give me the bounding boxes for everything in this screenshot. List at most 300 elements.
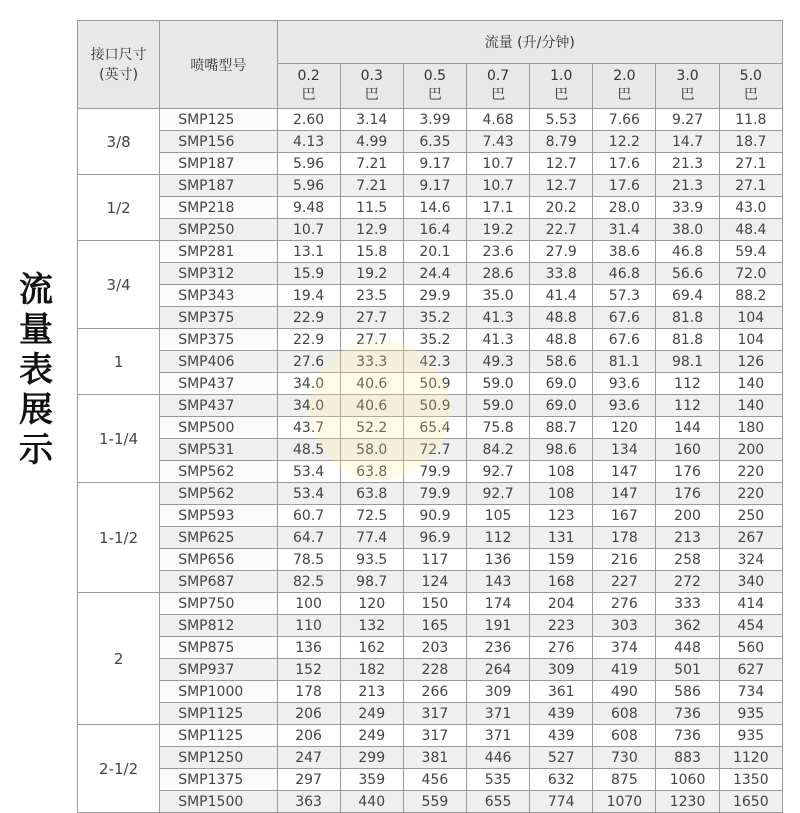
flow-value-cell: 333 xyxy=(656,593,719,615)
flow-table xyxy=(77,20,783,813)
flow-value-cell: 267 xyxy=(719,527,782,549)
model-cell: SMP812 xyxy=(160,615,277,637)
flow-value-cell: 79.9 xyxy=(403,483,466,505)
flow-value-cell: 104 xyxy=(719,329,782,351)
flow-value-cell: 264 xyxy=(467,659,530,681)
flow-value-cell: 65.4 xyxy=(403,417,466,439)
flow-value-cell: 112 xyxy=(467,527,530,549)
flow-value-cell: 22.9 xyxy=(277,329,340,351)
pressure-header: 0.2 巴 xyxy=(277,64,340,109)
flow-value-cell: 266 xyxy=(403,681,466,703)
flow-value-cell: 81.8 xyxy=(656,329,719,351)
model-cell: SMP218 xyxy=(160,197,277,219)
flow-value-cell: 178 xyxy=(277,681,340,703)
flow-value-cell: 105 xyxy=(467,505,530,527)
flow-value-cell: 23.5 xyxy=(340,285,403,307)
flow-value-cell: 84.2 xyxy=(467,439,530,461)
flow-value-cell: 734 xyxy=(719,681,782,703)
flow-value-cell: 46.8 xyxy=(656,241,719,263)
flow-value-cell: 43.7 xyxy=(277,417,340,439)
flow-value-cell: 96.9 xyxy=(403,527,466,549)
table-row xyxy=(78,659,783,681)
table-row xyxy=(78,417,783,439)
flow-value-cell: 52.2 xyxy=(340,417,403,439)
flow-value-cell: 560 xyxy=(719,637,782,659)
flow-value-cell: 627 xyxy=(719,659,782,681)
model-cell: SMP187 xyxy=(160,153,277,175)
flow-value-cell: 69.4 xyxy=(656,285,719,307)
flow-value-cell: 220 xyxy=(719,461,782,483)
flow-value-cell: 93.6 xyxy=(593,395,656,417)
table-row xyxy=(78,505,783,527)
flow-value-cell: 35.0 xyxy=(467,285,530,307)
flow-value-cell: 361 xyxy=(530,681,593,703)
flow-value-cell: 182 xyxy=(340,659,403,681)
flow-value-cell: 41.4 xyxy=(530,285,593,307)
flow-value-cell: 249 xyxy=(340,725,403,747)
flow-value-cell: 67.6 xyxy=(593,307,656,329)
model-cell: SMP375 xyxy=(160,307,277,329)
flow-value-cell: 143 xyxy=(467,571,530,593)
flow-value-cell: 490 xyxy=(593,681,656,703)
model-cell: SMP656 xyxy=(160,549,277,571)
flow-value-cell: 174 xyxy=(467,593,530,615)
model-cell: SMP593 xyxy=(160,505,277,527)
flow-value-cell: 206 xyxy=(277,703,340,725)
model-cell: SMP937 xyxy=(160,659,277,681)
model-cell: SMP406 xyxy=(160,351,277,373)
flow-value-cell: 14.7 xyxy=(656,131,719,153)
flow-value-cell: 200 xyxy=(656,505,719,527)
flow-value-cell: 56.6 xyxy=(656,263,719,285)
flow-value-cell: 78.5 xyxy=(277,549,340,571)
pressure-header: 0.7 巴 xyxy=(467,64,530,109)
flow-value-cell: 160 xyxy=(656,439,719,461)
flow-value-cell: 249 xyxy=(340,703,403,725)
flow-value-cell: 935 xyxy=(719,725,782,747)
flow-value-cell: 72.7 xyxy=(403,439,466,461)
size-cell: 1-1/2 xyxy=(78,483,160,593)
flow-value-cell: 2.60 xyxy=(277,109,340,131)
flow-value-cell: 35.2 xyxy=(403,329,466,351)
table-row xyxy=(78,703,783,725)
flow-value-cell: 27.1 xyxy=(719,153,782,175)
flow-value-cell: 559 xyxy=(403,791,466,813)
flow-value-cell: 63.8 xyxy=(340,483,403,505)
table-body xyxy=(78,109,783,813)
flow-value-cell: 46.8 xyxy=(593,263,656,285)
flow-value-cell: 90.9 xyxy=(403,505,466,527)
flow-value-cell: 165 xyxy=(403,615,466,637)
model-cell: SMP437 xyxy=(160,373,277,395)
flow-value-cell: 98.6 xyxy=(530,439,593,461)
flow-value-cell: 124 xyxy=(403,571,466,593)
flow-value-cell: 38.0 xyxy=(656,219,719,241)
flow-value-cell: 58.0 xyxy=(340,439,403,461)
table-row xyxy=(78,329,783,351)
flow-value-cell: 5.53 xyxy=(530,109,593,131)
model-cell: SMP125 xyxy=(160,109,277,131)
flow-value-cell: 381 xyxy=(403,747,466,769)
table-row xyxy=(78,549,783,571)
table-row xyxy=(78,285,783,307)
flow-value-cell: 9.17 xyxy=(403,175,466,197)
flow-value-cell: 132 xyxy=(340,615,403,637)
flow-value-cell: 147 xyxy=(593,461,656,483)
flow-value-cell: 59.0 xyxy=(467,395,530,417)
flow-value-cell: 19.2 xyxy=(467,219,530,241)
flow-value-cell: 10.7 xyxy=(467,153,530,175)
flow-value-cell: 53.4 xyxy=(277,461,340,483)
flow-value-cell: 152 xyxy=(277,659,340,681)
flow-value-cell: 935 xyxy=(719,703,782,725)
flow-value-cell: 24.4 xyxy=(403,263,466,285)
flow-value-cell: 8.79 xyxy=(530,131,593,153)
flow-value-cell: 49.3 xyxy=(467,351,530,373)
flow-value-cell: 632 xyxy=(530,769,593,791)
flow-value-cell: 28.0 xyxy=(593,197,656,219)
flow-value-cell: 203 xyxy=(403,637,466,659)
flow-value-cell: 123 xyxy=(530,505,593,527)
flow-value-cell: 180 xyxy=(719,417,782,439)
flow-value-cell: 120 xyxy=(593,417,656,439)
model-cell: SMP1125 xyxy=(160,703,277,725)
size-cell: 3/4 xyxy=(78,241,160,329)
flow-value-cell: 247 xyxy=(277,747,340,769)
flow-value-cell: 191 xyxy=(467,615,530,637)
flow-value-cell: 340 xyxy=(719,571,782,593)
size-cell: 1/2 xyxy=(78,175,160,241)
flow-value-cell: 359 xyxy=(340,769,403,791)
model-header: 喷嘴型号 xyxy=(160,21,277,109)
flow-value-cell: 176 xyxy=(656,483,719,505)
side-title: 流量表展示 xyxy=(19,270,53,470)
flow-value-cell: 41.3 xyxy=(467,307,530,329)
table-row xyxy=(78,593,783,615)
flow-value-cell: 136 xyxy=(277,637,340,659)
pressure-header: 0.5 巴 xyxy=(403,64,466,109)
flow-value-cell: 586 xyxy=(656,681,719,703)
flow-value-cell: 454 xyxy=(719,615,782,637)
table-row xyxy=(78,131,783,153)
model-cell: SMP312 xyxy=(160,263,277,285)
flow-value-cell: 176 xyxy=(656,461,719,483)
flow-value-cell: 216 xyxy=(593,549,656,571)
flow-value-cell: 178 xyxy=(593,527,656,549)
flow-value-cell: 1070 xyxy=(593,791,656,813)
flow-value-cell: 220 xyxy=(719,483,782,505)
flow-value-cell: 159 xyxy=(530,549,593,571)
flow-value-cell: 131 xyxy=(530,527,593,549)
flow-value-cell: 134 xyxy=(593,439,656,461)
pressure-header: 5.0 巴 xyxy=(719,64,782,109)
table-row xyxy=(78,483,783,505)
table-row xyxy=(78,527,783,549)
table-row xyxy=(78,615,783,637)
flow-value-cell: 69.0 xyxy=(530,373,593,395)
flow-value-cell: 9.48 xyxy=(277,197,340,219)
flow-value-cell: 40.6 xyxy=(340,395,403,417)
flow-value-cell: 204 xyxy=(530,593,593,615)
flow-value-cell: 440 xyxy=(340,791,403,813)
flow-value-cell: 19.4 xyxy=(277,285,340,307)
flow-value-cell: 41.3 xyxy=(467,329,530,351)
size-cell: 2 xyxy=(78,593,160,725)
flow-value-cell: 33.3 xyxy=(340,351,403,373)
flow-value-cell: 50.9 xyxy=(403,395,466,417)
flow-value-cell: 93.6 xyxy=(593,373,656,395)
flow-value-cell: 93.5 xyxy=(340,549,403,571)
flow-value-cell: 144 xyxy=(656,417,719,439)
flow-value-cell: 14.6 xyxy=(403,197,466,219)
flow-value-cell: 228 xyxy=(403,659,466,681)
flow-value-cell: 736 xyxy=(656,725,719,747)
table-row xyxy=(78,373,783,395)
flow-value-cell: 1650 xyxy=(719,791,782,813)
flow-value-cell: 72.0 xyxy=(719,263,782,285)
flow-value-cell: 48.8 xyxy=(530,307,593,329)
flow-value-cell: 108 xyxy=(530,483,593,505)
table-row xyxy=(78,219,783,241)
flow-value-cell: 439 xyxy=(530,725,593,747)
flow-value-cell: 20.2 xyxy=(530,197,593,219)
flow-value-cell: 7.66 xyxy=(593,109,656,131)
flow-value-cell: 140 xyxy=(719,373,782,395)
flow-value-cell: 7.43 xyxy=(467,131,530,153)
flow-value-cell: 200 xyxy=(719,439,782,461)
flow-value-cell: 22.7 xyxy=(530,219,593,241)
flow-value-cell: 79.9 xyxy=(403,461,466,483)
flow-value-cell: 13.1 xyxy=(277,241,340,263)
flow-value-cell: 774 xyxy=(530,791,593,813)
flow-value-cell: 92.7 xyxy=(467,483,530,505)
flow-value-cell: 439 xyxy=(530,703,593,725)
flow-value-cell: 15.9 xyxy=(277,263,340,285)
flow-value-cell: 419 xyxy=(593,659,656,681)
flow-value-cell: 81.1 xyxy=(593,351,656,373)
flow-value-cell: 69.0 xyxy=(530,395,593,417)
flow-value-cell: 162 xyxy=(340,637,403,659)
flow-value-cell: 448 xyxy=(656,637,719,659)
flow-value-cell: 7.21 xyxy=(340,153,403,175)
flow-value-cell: 875 xyxy=(593,769,656,791)
model-cell: SMP1000 xyxy=(160,681,277,703)
flow-value-cell: 53.4 xyxy=(277,483,340,505)
flow-value-cell: 64.7 xyxy=(277,527,340,549)
flow-value-cell: 120 xyxy=(340,593,403,615)
flow-value-cell: 27.6 xyxy=(277,351,340,373)
flow-value-cell: 22.9 xyxy=(277,307,340,329)
flow-value-cell: 108 xyxy=(530,461,593,483)
flow-value-cell: 236 xyxy=(467,637,530,659)
model-cell: SMP750 xyxy=(160,593,277,615)
flow-value-cell: 34.0 xyxy=(277,395,340,417)
size-cell: 3/8 xyxy=(78,109,160,175)
flow-value-cell: 117 xyxy=(403,549,466,571)
flow-value-cell: 48.4 xyxy=(719,219,782,241)
flow-value-cell: 50.9 xyxy=(403,373,466,395)
table-row xyxy=(78,725,783,747)
flow-value-cell: 48.8 xyxy=(530,329,593,351)
flow-value-cell: 883 xyxy=(656,747,719,769)
flow-value-cell: 167 xyxy=(593,505,656,527)
flow-value-cell: 11.8 xyxy=(719,109,782,131)
flow-value-cell: 43.0 xyxy=(719,197,782,219)
flow-value-cell: 4.13 xyxy=(277,131,340,153)
model-cell: SMP156 xyxy=(160,131,277,153)
flow-value-cell: 112 xyxy=(656,373,719,395)
flow-value-cell: 27.1 xyxy=(719,175,782,197)
pressure-header: 1.0 巴 xyxy=(530,64,593,109)
flow-value-cell: 456 xyxy=(403,769,466,791)
table-row xyxy=(78,637,783,659)
flow-value-cell: 730 xyxy=(593,747,656,769)
flow-value-cell: 67.6 xyxy=(593,329,656,351)
flow-value-cell: 324 xyxy=(719,549,782,571)
flow-value-cell: 535 xyxy=(467,769,530,791)
flow-value-cell: 18.7 xyxy=(719,131,782,153)
size-cell: 1 xyxy=(78,329,160,395)
flow-value-cell: 98.1 xyxy=(656,351,719,373)
flow-value-cell: 1060 xyxy=(656,769,719,791)
size-cell: 1-1/4 xyxy=(78,395,160,483)
flow-value-cell: 736 xyxy=(656,703,719,725)
model-cell: SMP343 xyxy=(160,285,277,307)
size-header: 接口尺寸 (英寸) xyxy=(78,21,160,109)
flow-value-cell: 17.6 xyxy=(593,153,656,175)
size-cell: 2-1/2 xyxy=(78,725,160,813)
flow-value-cell: 31.4 xyxy=(593,219,656,241)
flow-value-cell: 40.6 xyxy=(340,373,403,395)
table-row xyxy=(78,351,783,373)
flow-value-cell: 362 xyxy=(656,615,719,637)
flow-value-cell: 258 xyxy=(656,549,719,571)
flow-value-cell: 110 xyxy=(277,615,340,637)
flow-value-cell: 75.8 xyxy=(467,417,530,439)
flow-value-cell: 59.0 xyxy=(467,373,530,395)
flow-value-cell: 19.2 xyxy=(340,263,403,285)
flow-value-cell: 34.0 xyxy=(277,373,340,395)
flow-value-cell: 206 xyxy=(277,725,340,747)
model-cell: SMP562 xyxy=(160,483,277,505)
model-cell: SMP437 xyxy=(160,395,277,417)
pressure-header: 3.0 巴 xyxy=(656,64,719,109)
flow-value-cell: 223 xyxy=(530,615,593,637)
flow-value-cell: 374 xyxy=(593,637,656,659)
flow-value-cell: 527 xyxy=(530,747,593,769)
flow-value-cell: 147 xyxy=(593,483,656,505)
flow-value-cell: 82.5 xyxy=(277,571,340,593)
flow-value-cell: 59.4 xyxy=(719,241,782,263)
model-cell: SMP1375 xyxy=(160,769,277,791)
flow-value-cell: 11.5 xyxy=(340,197,403,219)
model-cell: SMP281 xyxy=(160,241,277,263)
flow-value-cell: 4.68 xyxy=(467,109,530,131)
table-row xyxy=(78,747,783,769)
model-cell: SMP1250 xyxy=(160,747,277,769)
flow-value-cell: 272 xyxy=(656,571,719,593)
flow-value-cell: 5.96 xyxy=(277,153,340,175)
flow-value-cell: 17.6 xyxy=(593,175,656,197)
flow-value-cell: 5.96 xyxy=(277,175,340,197)
model-cell: SMP250 xyxy=(160,219,277,241)
table-row xyxy=(78,175,783,197)
table-row xyxy=(78,241,783,263)
flow-value-cell: 9.17 xyxy=(403,153,466,175)
flow-value-cell: 20.1 xyxy=(403,241,466,263)
flow-value-cell: 309 xyxy=(467,681,530,703)
flow-value-cell: 35.2 xyxy=(403,307,466,329)
flow-value-cell: 27.9 xyxy=(530,241,593,263)
model-cell: SMP562 xyxy=(160,461,277,483)
flow-value-cell: 104 xyxy=(719,307,782,329)
table-row xyxy=(78,461,783,483)
flow-value-cell: 92.7 xyxy=(467,461,530,483)
flow-value-cell: 297 xyxy=(277,769,340,791)
flow-value-cell: 6.35 xyxy=(403,131,466,153)
flow-value-cell: 227 xyxy=(593,571,656,593)
flow-value-cell: 100 xyxy=(277,593,340,615)
flow-value-cell: 10.7 xyxy=(277,219,340,241)
flow-value-cell: 15.8 xyxy=(340,241,403,263)
flow-value-cell: 88.2 xyxy=(719,285,782,307)
table-row xyxy=(78,395,783,417)
flow-value-cell: 10.7 xyxy=(467,175,530,197)
flow-value-cell: 317 xyxy=(403,703,466,725)
flow-value-cell: 309 xyxy=(530,659,593,681)
flow-value-cell: 33.9 xyxy=(656,197,719,219)
flow-value-cell: 88.7 xyxy=(530,417,593,439)
flow-value-cell: 140 xyxy=(719,395,782,417)
model-cell: SMP187 xyxy=(160,175,277,197)
flow-value-cell: 12.9 xyxy=(340,219,403,241)
table-row xyxy=(78,791,783,813)
flow-value-cell: 317 xyxy=(403,725,466,747)
flow-value-cell: 28.6 xyxy=(467,263,530,285)
flow-value-cell: 371 xyxy=(467,725,530,747)
flow-value-cell: 4.99 xyxy=(340,131,403,153)
flow-value-cell: 150 xyxy=(403,593,466,615)
model-cell: SMP1500 xyxy=(160,791,277,813)
flow-table-container xyxy=(77,20,783,813)
flow-value-cell: 77.4 xyxy=(340,527,403,549)
flow-value-cell: 136 xyxy=(467,549,530,571)
flow-value-cell: 7.21 xyxy=(340,175,403,197)
flow-value-cell: 213 xyxy=(656,527,719,549)
flow-value-cell: 213 xyxy=(340,681,403,703)
flow-value-cell: 250 xyxy=(719,505,782,527)
table-row xyxy=(78,571,783,593)
flow-value-cell: 27.7 xyxy=(340,307,403,329)
model-cell: SMP375 xyxy=(160,329,277,351)
flow-value-cell: 371 xyxy=(467,703,530,725)
table-row xyxy=(78,197,783,219)
flow-value-cell: 12.2 xyxy=(593,131,656,153)
flow-value-cell: 48.5 xyxy=(277,439,340,461)
flow-value-cell: 3.14 xyxy=(340,109,403,131)
flow-value-cell: 414 xyxy=(719,593,782,615)
flow-value-cell: 363 xyxy=(277,791,340,813)
table-row xyxy=(78,439,783,461)
flow-value-cell: 29.9 xyxy=(403,285,466,307)
flow-value-cell: 27.7 xyxy=(340,329,403,351)
model-cell: SMP625 xyxy=(160,527,277,549)
flow-value-cell: 12.7 xyxy=(530,153,593,175)
flow-value-cell: 16.4 xyxy=(403,219,466,241)
flow-value-cell: 303 xyxy=(593,615,656,637)
flow-value-cell: 276 xyxy=(593,593,656,615)
model-cell: SMP875 xyxy=(160,637,277,659)
